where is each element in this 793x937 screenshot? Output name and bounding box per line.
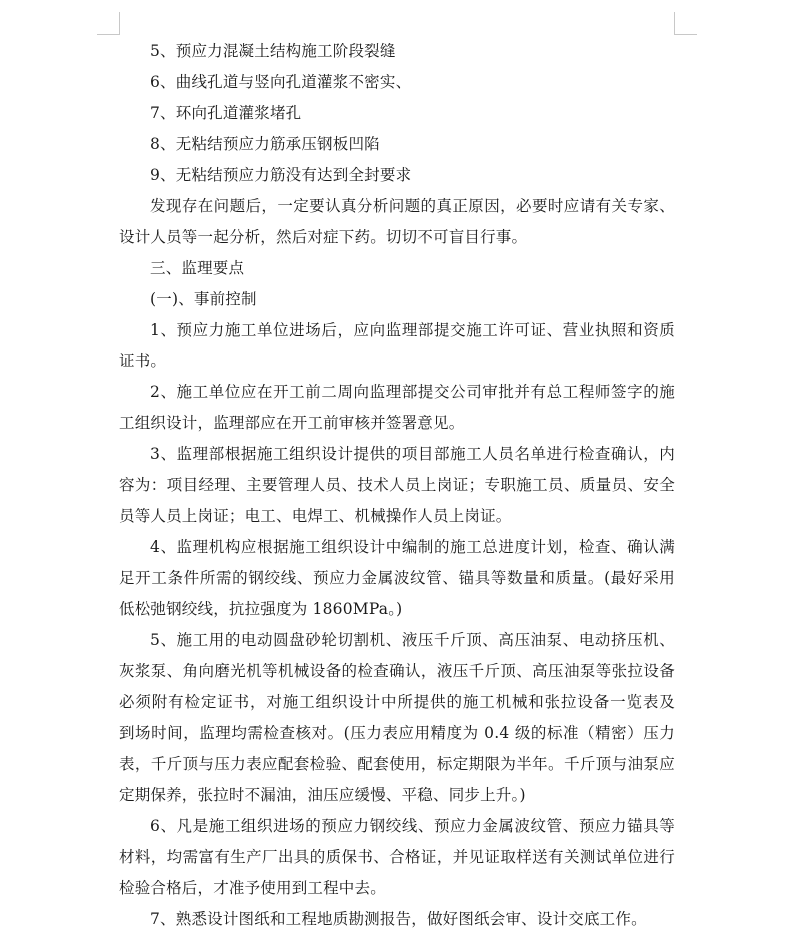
text-line: 5、施工用的电动圆盘砂轮切割机、液压千斤顶、高压油泵、电动挤压机、 [150, 631, 675, 649]
page-corner-mark-top-left [97, 12, 120, 35]
text-line: 设计人员等一起分析，然后对症下药。切切不可盲目行事。 [119, 228, 528, 246]
document-body[interactable] [119, 36, 675, 935]
text-line: 到场时间，监理均需检查核对。(压力表应用精度为 0.4 级的标准（精密）压力 [119, 724, 675, 742]
text-line: 必须附有检定证书，对施工组织设计中所提供的施工机械和张拉设备一览表及 [119, 693, 675, 711]
page-corner-mark-top-right [674, 12, 697, 35]
text-line: 表，千斤顶与压力表应配套检验、配套使用，标定期限为半年。千斤顶与油泵应 [119, 755, 675, 773]
text-line: 证书。 [119, 352, 167, 370]
text-line: 2、施工单位应在开工前二周向监理部提交公司审批并有总工程师签字的施 [150, 383, 675, 401]
text-line: 7、熟悉设计图纸和工程地质勘测报告，做好图纸会审、设计交底工作。 [150, 910, 647, 928]
text-line: 3、监理部根据施工组织设计提供的项目部施工人员名单进行检查确认，内 [150, 445, 675, 463]
text-line: 材料，均需富有生产厂出具的质保书、合格证，并见证取样送有关测试单位进行 [119, 848, 675, 866]
text-line: 9、无粘结预应力筋没有达到全封要求 [150, 166, 412, 184]
text-line: 工组织设计，监理部应在开工前审核并签署意见。 [119, 414, 465, 432]
text-line: 5、预应力混凝土结构施工阶段裂缝 [150, 42, 396, 60]
text-line: 足开工条件所需的钢绞线、预应力金属波纹管、锚具等数量和质量。(最好采用 [119, 569, 675, 587]
text-line: 低松弛钢绞线，抗拉强度为 1860MPa。) [119, 600, 403, 618]
text-line: 员等人员上岗证；电工、电焊工、机械操作人员上岗证。 [119, 507, 512, 525]
text-line: 6、曲线孔道与竖向孔道灌浆不密实、 [150, 73, 412, 91]
text-line: 三、监理要点 [150, 259, 245, 277]
text-line: 发现存在问题后，一定要认真分析问题的真正原因，必要时应请有关专家、 [150, 197, 675, 215]
text-line: (一)、事前控制 [150, 290, 257, 308]
text-line: 定期保养，张拉时不漏油，油压应缓慢、平稳、同步上升。) [119, 786, 526, 804]
text-line: 4、监理机构应根据施工组织设计中编制的施工总进度计划，检查、确认满 [150, 538, 675, 556]
text-line: 容为：项目经理、主要管理人员、技术人员上岗证；专职施工员、质量员、安全 [119, 476, 675, 494]
text-line: 8、无粘结预应力筋承压钢板凹陷 [150, 135, 380, 153]
text-line: 1、预应力施工单位进场后，应向监理部提交施工许可证、营业执照和资质 [150, 321, 675, 339]
text-line: 7、环向孔道灌浆堵孔 [150, 104, 302, 122]
text-line: 灰浆泵、角向磨光机等机械设备的检查确认，液压千斤顶、高压油泵等张拉设备 [119, 662, 675, 680]
text-line: 检验合格后，才准予使用到工程中去。 [119, 879, 386, 897]
text-line: 6、凡是施工组织进场的预应力钢绞线、预应力金属波纹管、预应力锚具等 [150, 817, 675, 835]
